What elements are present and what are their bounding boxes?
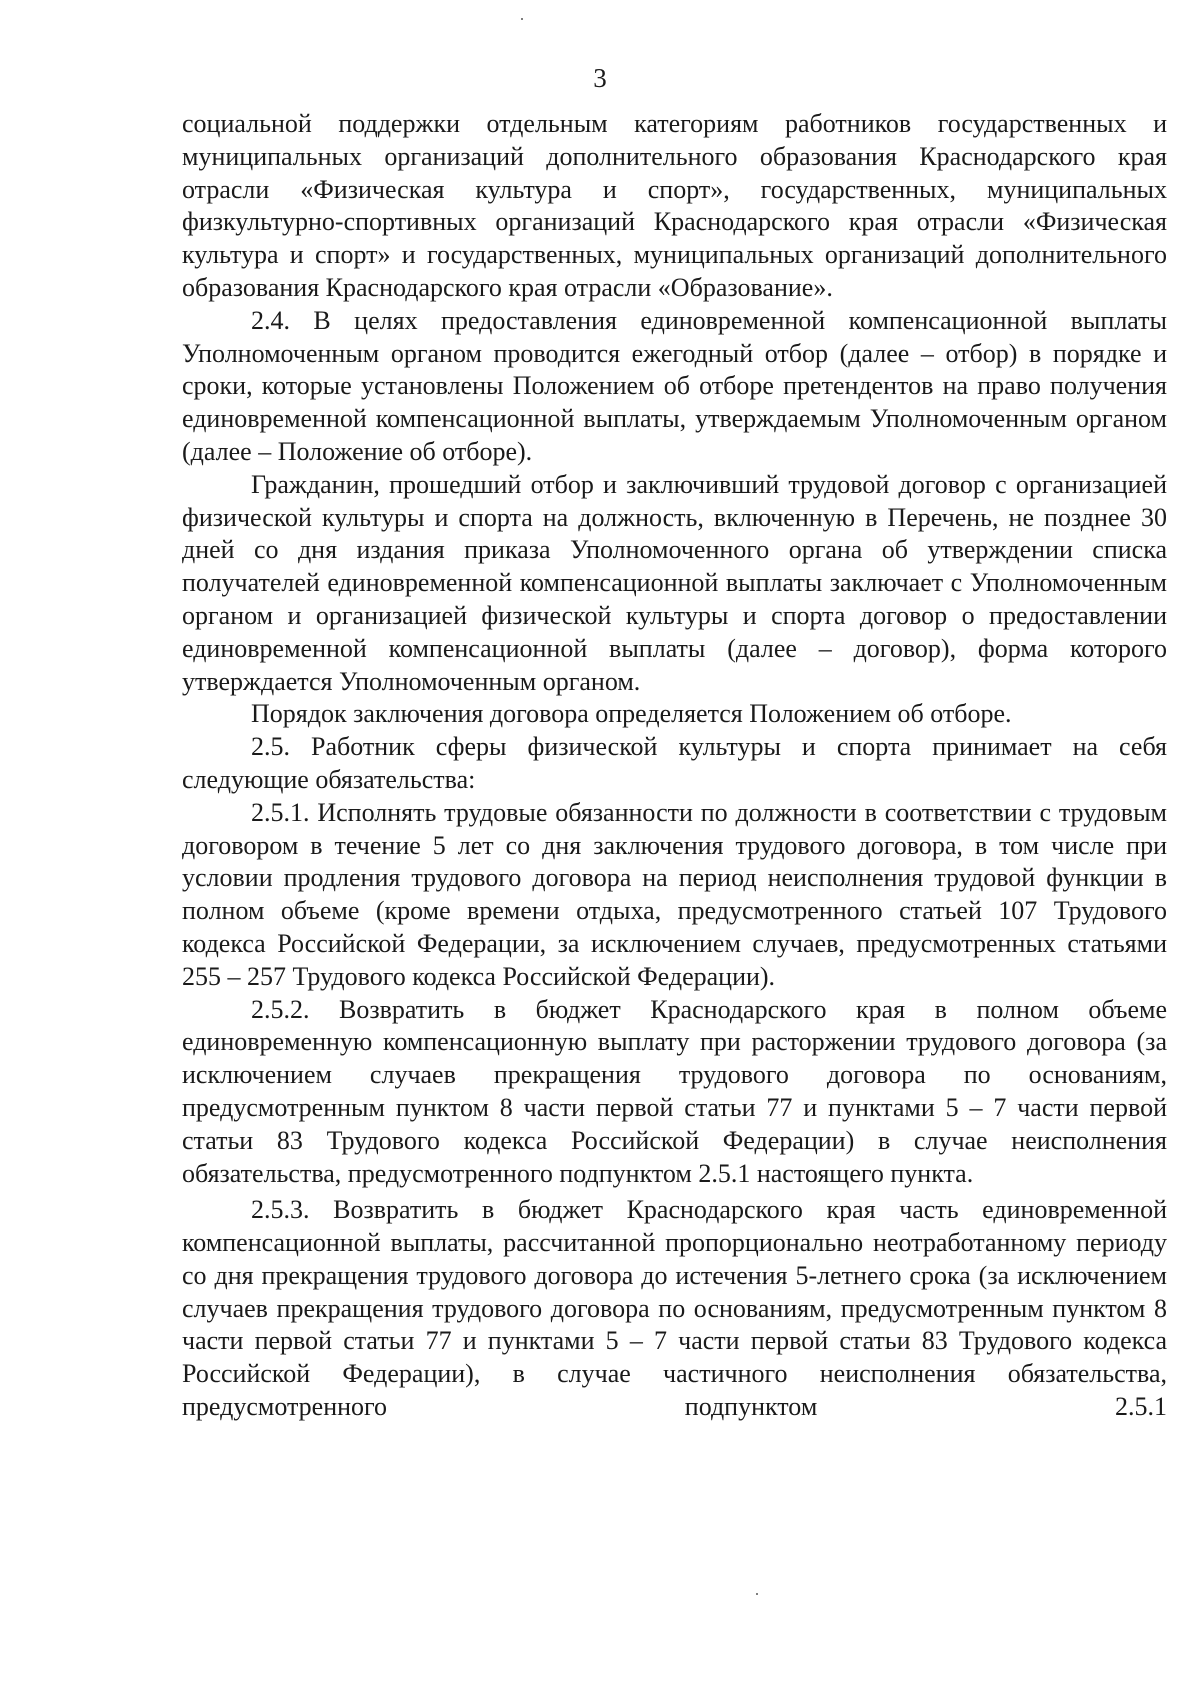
page-number: 3 <box>593 63 607 93</box>
paragraph-2-5-3: 2.5.3. Возвратить в бюджет Краснодарского края часть единовременной компенсационной выплаты, рассчитанной пропорционально неотработанному периоду со дня прекращения трудового договора до истечения 5-летнего срока (за исключением случаев прекращения трудового договора по основаниям, предусмотренным пунктом 8 части первой статьи 77 и пунктами 5 – 7 части первой статьи 83 Трудового кодекса Российской Федерации), в случае частичного неисполнения обязательства, предусмотренного подпунктом 2.5.1 <box>182 1195 1167 1422</box>
paragraph-contract-procedure: Порядок заключения договора определяется Положением об отборе. <box>251 699 1012 729</box>
paragraph-2-5-2: 2.5.2. Возвратить в бюджет Краснодарского края в полном объеме единовременную компенсационную выплату при расторжении трудового договора (за исключением случаев прекращения трудового договора по основаниям, предусмотренным пунктом 8 части первой статьи 77 и пунктами 5 – 7 части первой статьи 83 Трудового кодекса Российской Федерации) в случае неисполнения обязательства, предусмотренного подпунктом 2.5.1 настоящего пункта. <box>182 994 1167 1188</box>
scan-speck <box>756 1593 758 1595</box>
paragraph-continuation: социальной поддержки отдельным категориям работников государственных и муниципальных организаций дополнительного образования Краснодарского края отрасли «Физическая культура и спорт», государственных, муниципальных физкультурно-спортивных организаций Краснодарского края отрасли «Физическая культура и спорт» и государственных, муниципальных организаций дополнительного образования Краснодарского края отрасли «Образование». <box>182 109 1167 302</box>
paragraph-2-5: 2.5. Работник сферы физической культуры и спорта принимает на себя следующие обязательства: <box>182 732 1167 794</box>
scan-speck <box>521 18 523 20</box>
paragraph-2-5-1: 2.5.1. Исполнять трудовые обязанности по должности в соответствии с трудовым договором в течение 5 лет со дня заключения трудового договора, в том числе при условии продления трудового договора на период неисполнения трудовой функции в полном объеме (кроме времени отдыха, предусмотренного статьей 107 Трудового кодекса Российской Федерации, за исключением случаев, предусмотренных статьями 255 – 257 Трудового кодекса Российской Федерации). <box>182 797 1167 991</box>
paragraph-citizen-contract: Гражданин, прошедший отбор и заключивший трудовой договор с организацией физической культуры и спорта на должность, включенную в Перечень, не позднее 30 дней со дня издания приказа Уполномоченного органа об утверждении списка получателей единовременной компенсационной выплаты заключает с Уполномоченным органом и организацией физической культуры и спорта договор о предоставлении единовременной компенсационной выплаты (далее – договор), форма которого утверждается Уполномоченным органом. <box>182 469 1167 696</box>
paragraph-2-4: 2.4. В целях предоставления единовременной компенсационной выплаты Уполномоченным органом проводится ежегодный отбор (далее – отбор) в порядке и сроки, которые установлены Положением об отборе претендентов на право получения единовременной компенсационной выплаты, утверждаемым Уполномоченным органом (далее – Положение об отборе). <box>182 305 1167 466</box>
document-body <box>182 108 1167 1424</box>
